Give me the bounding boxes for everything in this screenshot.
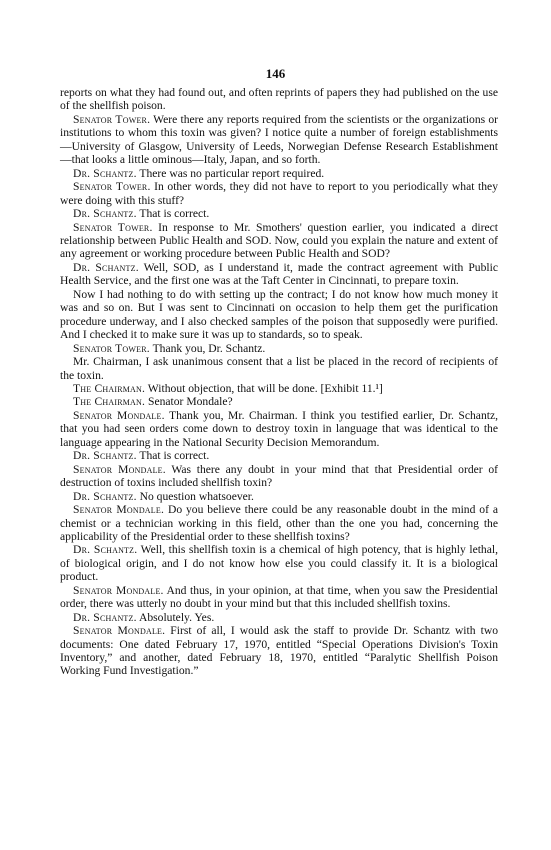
- paragraph: [60, 395, 498, 408]
- paragraph-text: Thank you, Dr. Schantz.: [149, 341, 266, 355]
- paragraph-text: In response to Mr. Smothers' question earlier, you indicated a direct relationship between Public Health and SOD. Now, could you explain the nature and extent of any agreement or working procedure between Public Health and SOD?: [60, 220, 498, 261]
- paragraph: [60, 113, 498, 167]
- paragraph: [60, 180, 498, 207]
- paragraph-text: Was there any doubt in your mind that that Presidential order of destruction of toxins included shellfish toxin?: [60, 462, 499, 490]
- paragraph: [60, 86, 498, 113]
- speaker-label: Senator Tower.: [73, 341, 150, 355]
- paragraph-text: Senator Mondale?: [145, 395, 233, 409]
- speaker-label: Dr. Schantz.: [73, 260, 139, 274]
- paragraph-text: That is correct.: [136, 207, 210, 221]
- speaker-label: Senator Tower.: [73, 112, 151, 126]
- paragraph: [60, 382, 498, 395]
- paragraph-text: In other words, they did not have to report to you periodically what they were doing with this stuff?: [60, 180, 498, 207]
- paragraph-text: Thank you, Mr. Chairman. I think you testified earlier, Dr. Schantz, that you had seen orders come down to destroy toxin in language that was identical to the language appearing in the National Security Decision Memorandum.: [60, 408, 499, 449]
- paragraph: [60, 221, 498, 261]
- paragraph-text: No question whatsoever.: [136, 489, 254, 503]
- speaker-label: Dr. Schantz.: [73, 489, 137, 503]
- paragraph-text: reports on what they had found out, and often reprints of papers they had published on the use of the shellfish poison.: [60, 86, 498, 113]
- paragraph-text: Were there any reports required from the scientists or the organizations or institutions to whom this toxin was given? I notice quite a number of foreign establishments—University of Glasgow, University of Leeds, Norwegian Defense Research Establishment—that looks a little ominous—Italy, Japan, and so forth.: [60, 112, 498, 167]
- speaker-label: Senator Tower.: [73, 180, 151, 194]
- speaker-label: Senator Mondale.: [73, 462, 166, 476]
- paragraph: [60, 355, 498, 382]
- speaker-label: Dr. Schantz.: [73, 449, 137, 463]
- paragraph: [60, 503, 498, 543]
- paragraph-text: There was no particular report required.: [136, 166, 325, 180]
- paragraph-text: Mr. Chairman, I ask unanimous consent that a list be placed in the record of recipients of the toxin.: [60, 355, 498, 382]
- speaker-label: Dr. Schantz.: [73, 610, 137, 624]
- paragraph-text: Absolutely. Yes.: [136, 610, 215, 624]
- paragraph: [60, 449, 498, 462]
- speaker-label: Dr. Schantz.: [73, 166, 137, 180]
- speaker-label: Senator Mondale.: [73, 624, 166, 638]
- paragraph: [60, 543, 498, 583]
- paragraph: [60, 409, 498, 449]
- paragraph: [60, 624, 498, 678]
- speaker-label: Senator Mondale.: [73, 503, 165, 517]
- speaker-label: The Chairman.: [73, 381, 146, 395]
- paragraph: [60, 207, 498, 220]
- paragraph: [60, 167, 498, 180]
- paragraph: [60, 342, 498, 355]
- paragraph-text: Do you believe there could be any reasonable doubt in the mind of a chemist or a technician working in this field, other than the one you had, concerning the applicability of the Presidential order to these shellfish toxins?: [60, 503, 498, 543]
- speaker-label: Senator Mondale.: [73, 408, 165, 422]
- speaker-label: The Chairman.: [73, 395, 146, 409]
- speaker-label: Senator Tower.: [73, 220, 153, 234]
- paragraph-text: Well, SOD, as I understand it, made the contract agreement with Public Health Service, and the first one was at the Taft Center in Cincinnati, to prepare toxin.: [60, 260, 498, 288]
- paragraph: [60, 288, 498, 342]
- paragraph-text: That is correct.: [136, 449, 210, 463]
- paragraph-text: Well, this shellfish toxin is a chemical of high potency, that is highly lethal, of biological origin, and I do not know how else you could classify it. It is a biological product.: [60, 543, 498, 584]
- paragraph-text: Now I had nothing to do with setting up the contract; I do not know how much money it was and so on. But I was sent to Cincinnati on occasion to help them get the purification procedure underway, and I also checked samples of the poison that supposedly were purified. And I checked it to make sure it was up to standards, so to speak.: [60, 287, 498, 342]
- paragraph: [60, 611, 498, 624]
- paragraph: [60, 261, 498, 288]
- speaker-label: Dr. Schantz.: [73, 543, 138, 557]
- page-number: 146: [265, 66, 286, 81]
- speaker-label: Senator Mondale.: [73, 583, 164, 597]
- paragraph: [60, 490, 498, 503]
- paragraph-text: And thus, in your opinion, at that time, when you saw the Presidential order, there was utterly no doubt in your mind but that this included shellfish toxins.: [60, 583, 499, 611]
- paragraph: [60, 584, 498, 611]
- paragraph: [60, 463, 498, 490]
- paragraph-text: First of all, I would ask the staff to provide Dr. Schantz with two documents: One dated February 17, 1970, entitled “Special Operations Division's Toxin Inventory,” and another, dated February 18, 1970, entitled “Paralytic Shellfish Poison Working Fund Investigation.”: [60, 624, 499, 678]
- paragraph-text: Without objection, that will be done. [Exhibit 11.¹]: [145, 381, 383, 395]
- transcript-body: [60, 86, 498, 678]
- speaker-label: Dr. Schantz.: [73, 207, 137, 221]
